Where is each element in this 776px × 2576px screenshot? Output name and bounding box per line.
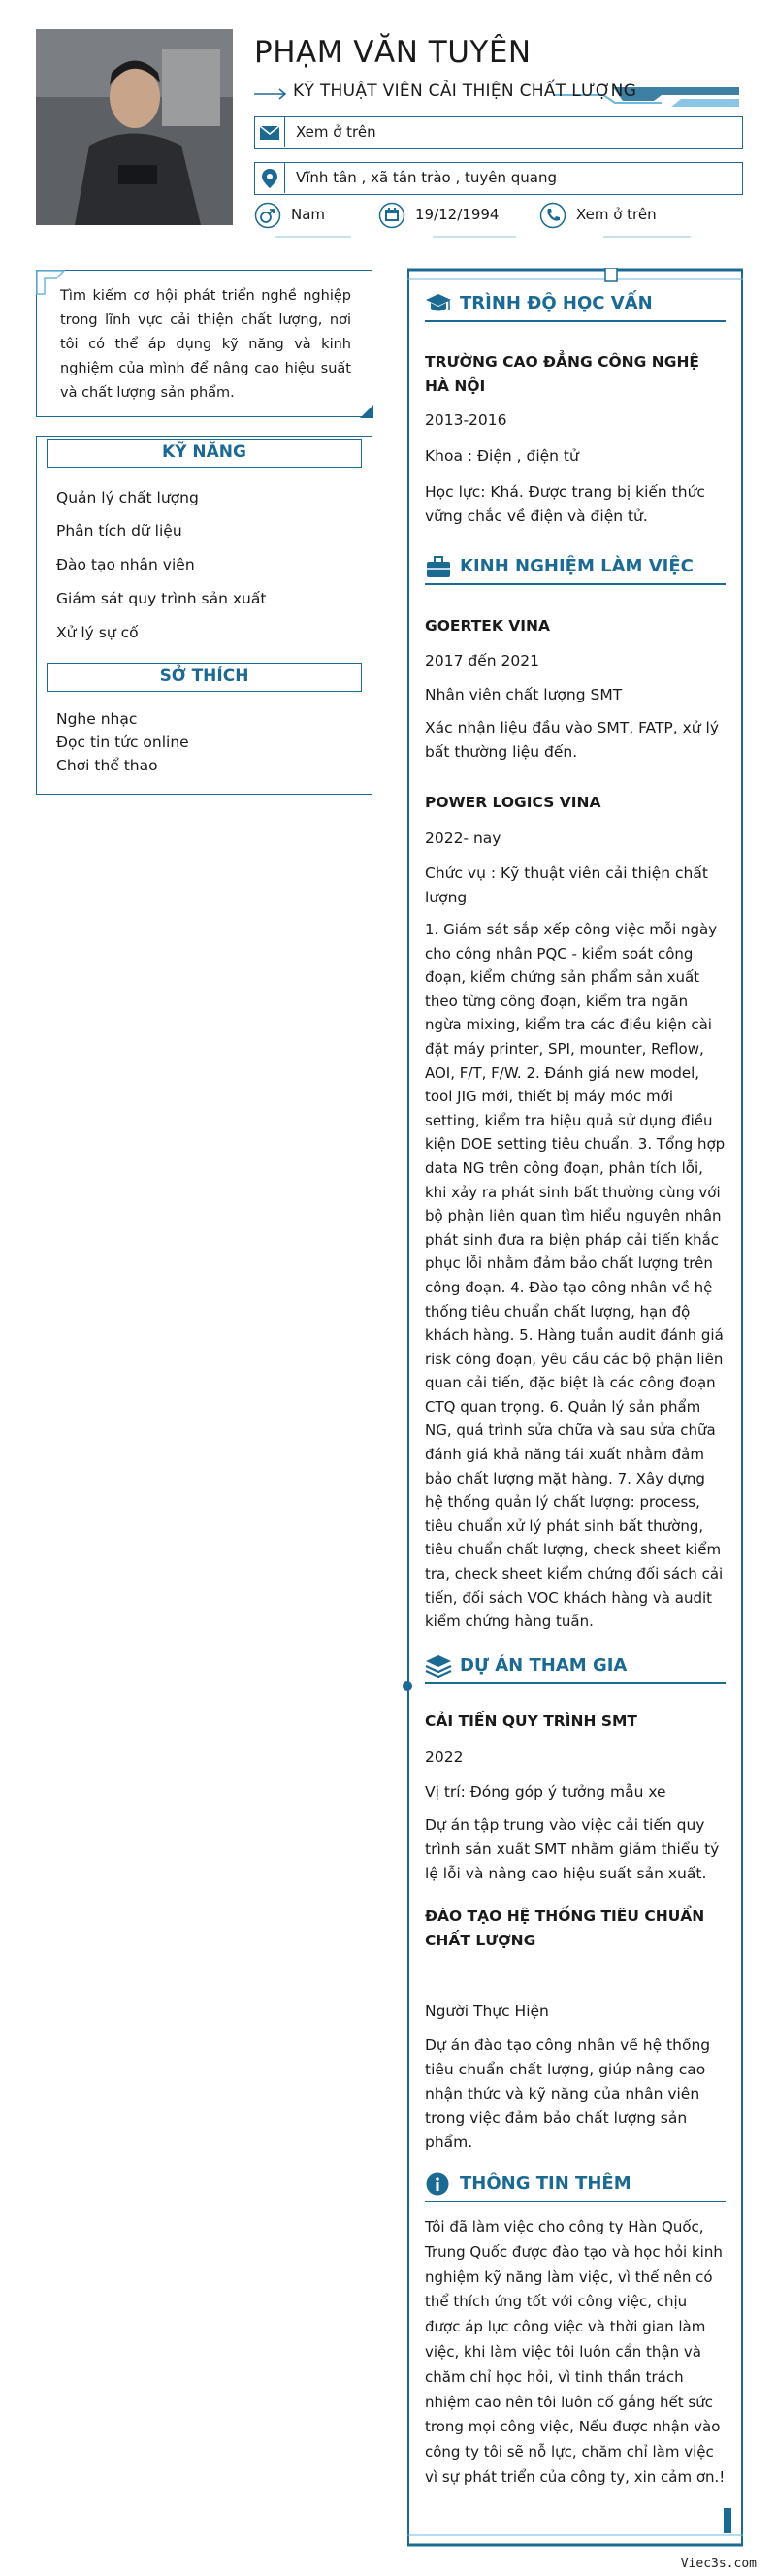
job-title: KỸ THUẬT VIÊN CẢI THIỆN CHẤT LƯỢNG: [293, 82, 637, 101]
graduation-cap-icon: [425, 291, 452, 316]
career-objective-panel: [36, 270, 372, 417]
job-position: Chức vụ : Kỹ thuật viên cải thiện chất lượng: [425, 864, 708, 906]
frame-top-decoration: [407, 268, 743, 291]
skills-panel: [36, 436, 372, 795]
project-name: CẢI TIẾN QUY TRÌNH SMT: [425, 1712, 637, 1730]
gender-icon: [254, 202, 281, 229]
skill-item: Đào tạo nhân viên: [56, 556, 195, 573]
phone-icon: [539, 202, 566, 229]
frame-bottom-decoration: [407, 2498, 743, 2547]
email-icon: [255, 117, 285, 147]
address-row: [254, 162, 743, 195]
job-company: GOERTEK VINA: [425, 617, 551, 635]
education-major: Khoa : Điện , điện tử: [425, 447, 579, 465]
footer-watermark: Viec3s.com: [680, 2557, 757, 2571]
email-value[interactable]: Xem ở trên: [296, 123, 376, 141]
gender-value: Nam: [291, 206, 326, 223]
job-company: POWER LOGICS VINA: [425, 794, 601, 811]
skill-item: Quản lý chất lượng: [56, 489, 199, 506]
address-value: Vĩnh tân , xã tân trào , tuyên quang: [296, 169, 558, 186]
project-role: Vị trí: Đóng góp ý tưởng mẫu xe: [425, 1783, 666, 1801]
candidate-name: PHẠM VĂN TUYÊN: [254, 35, 532, 70]
section-dot: [402, 1680, 413, 1692]
project-description: Dự án tập trung vào việc cải tiến quy trình sản xuất SMT nhằm giảm thiểu tỷ lệ lỗi và nâng cao hiệu suất sản xuất.: [425, 1816, 720, 1882]
skill-item: Giám sát quy trình sản xuất: [56, 590, 267, 607]
skill-item: Xử lý sự cố: [56, 624, 139, 641]
education-title: TRÌNH ĐỘ HỌC VẤN: [460, 293, 653, 313]
hobby-item: Chơi thể thao: [56, 757, 158, 774]
additional-info-heading: [425, 2169, 726, 2202]
projects-heading: [425, 1651, 726, 1684]
project-name: ĐÀO TẠO HỆ THỐNG TIÊU CHUẨN CHẤT LƯỢNG: [425, 1908, 705, 1949]
job-position: Nhân viên chất lượng SMT: [425, 686, 623, 703]
additional-info-title: THÔNG TIN THÊM: [460, 2173, 631, 2194]
career-objective-text: Tìm kiếm cơ hội phát triển nghề nghiệp trong lĩnh vực cải thiện chất lượng, nơi tôi có thể áp dụng kỹ năng và kinh nghiệm của mình để nâng cao hiệu suất và chất lượng sản phẩm.: [60, 288, 351, 401]
education-grade: Học lực: Khá. Được trang bị kiến thức vững chắc về điện và điện tử.: [425, 483, 705, 525]
corner-decoration: [360, 405, 373, 418]
job-period: 2017 đến 2021: [425, 652, 539, 669]
skill-item: Phân tích dữ liệu: [56, 522, 182, 539]
email-row: [254, 116, 743, 149]
hobbies-heading: SỞ THÍCH: [47, 663, 362, 692]
calendar-icon: [378, 202, 405, 229]
job-description: 1. Giám sát sắp xếp công việc mỗi ngày cho công nhân PQC - kiểm soát công đoạn, kiểm chứng sản phẩm sản xuất theo từng công đoạn, kiểm tra ngăn ngừa mixing, kiểm tra các điều kiện cài đặt máy printer, SPI, mounter, Reflow, AOI, F/T, F/W. 2. Đánh giá new model, tool JIG mới, thiết bị máy móc mới setting, kiểm tra hiệu quả sử dụng điều kiện DOE setting tiêu chuẩn. 3. Tổng hợp data NG trên công đoạn, phân tích lỗi, khi xảy ra phát sinh bất thường cùng với bộ phận liên quan tìm hiểu nguyên nhân phát sinh đưa ra biện pháp cải tiến khắc phục lỗi nhằm đảm bảo chất lượng trên công đoạn. 4. Đào tạo công nhân về hệ thống tiêu chuẩn chất lượng, hạn độ khách hàng. 5. Hàng tuần audit đánh giá risk công đoạn, yêu cầu các bộ phận liên quan cải tiến, đặc biệt là các công đoạn CTQ quan trọng. 6. Quản lý sản phẩm NG, quá trình sửa chữa và sau sửa chữa đánh giá khả năng tái xuất nhằm đảm bảo chất lượng mặt hàng. 7. Xây dựng hệ thống quản lý chất lượng: process, tiêu chuẩn xử lý phát sinh bất thường, tiêu chuẩn chất lượng, check sheet kiểm tra, check sheet kiểm chứng đối sách cải tiến, đối sách VOC khách hàng và audit kiểm chứng hàng tuần.: [425, 921, 726, 1631]
briefcase-icon: [425, 554, 452, 579]
hobby-item: Đọc tin tức online: [56, 734, 189, 751]
info-icon: [425, 2171, 452, 2197]
phone-value[interactable]: Xem ở trên: [576, 206, 657, 223]
job-description: Xác nhận liệu đầu vào SMT, FATP, xử lý bất thường liệu đến.: [425, 719, 720, 761]
layers-icon: [425, 1653, 452, 1679]
education-school: TRƯỜNG CAO ĐẲNG CÔNG NGHỆ HÀ NỘI: [425, 353, 700, 395]
experience-title: KINH NGHIỆM LÀM VIỆC: [460, 556, 694, 576]
education-years: 2013-2016: [425, 411, 507, 429]
info-underline: [254, 235, 743, 241]
project-role: Người Thực Hiện: [425, 2003, 549, 2020]
skills-heading: KỸ NĂNG: [47, 439, 362, 468]
projects-title: DỰ ÁN THAM GIA: [460, 1655, 628, 1676]
birthday-value: 19/12/1994: [415, 206, 500, 223]
additional-info-text: Tôi đã làm việc cho công ty Hàn Quốc, Trung Quốc được đào tạo và học hỏi kinh nghiệm kỹ năng làm việc, vì thế nên có thể thích ứng tốt với công việc, chịu được áp lực công việc và thời gian làm việc, khi làm việc tôi luôn cẩn thận và chăm chỉ học hỏi, vì tinh thần trách nhiệm cao nên tôi luôn cố gắng hết sức trong mọi công việc, Nếu được nhận vào công ty tôi sẽ nỗ lực, chăm chỉ làm việc vì sự phát triển của công ty, xin cảm ơn.!: [425, 2218, 726, 2486]
project-description: Dự án đào tạo công nhân về hệ thống tiêu chuẩn chất lượng, giúp nâng cao nhận thức và kỹ năng của nhân viên trong việc đảm bảo chất lượng sản phẩm.: [425, 2037, 711, 2151]
job-period: 2022- nay: [425, 830, 501, 847]
location-icon: [255, 163, 285, 193]
experience-heading: [425, 552, 726, 585]
project-year: 2022: [425, 1748, 464, 1766]
hobby-item: Nghe nhạc: [56, 710, 138, 728]
avatar: [36, 29, 233, 225]
education-heading: [425, 289, 726, 322]
